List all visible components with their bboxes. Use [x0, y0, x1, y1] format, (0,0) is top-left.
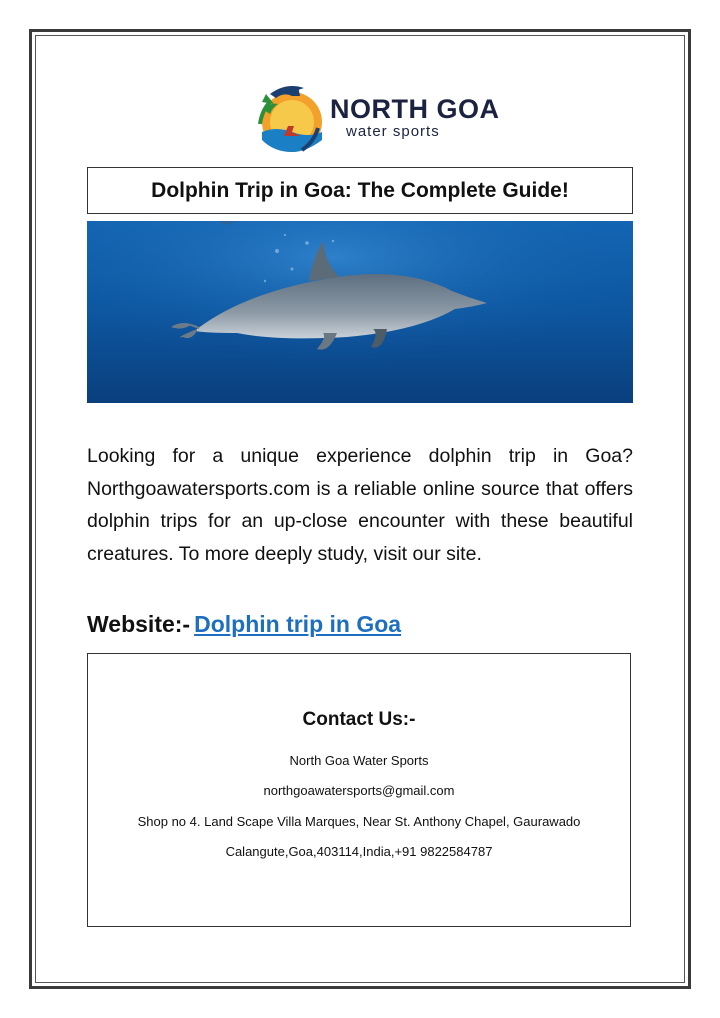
north-goa-logo: [256, 80, 500, 160]
title-box: [87, 167, 633, 214]
contact-title: Contact Us:-: [302, 709, 416, 730]
dolphin-photo: [87, 221, 633, 403]
page-title: Dolphin Trip in Goa: The Complete Guide!: [151, 178, 569, 202]
dolphin-sunset-logo-icon: [256, 80, 328, 160]
contact-address-line2: Calangute,Goa,403114,India,+91 9822584787: [225, 844, 493, 859]
logo-brand-name: NORTH GOA: [330, 94, 500, 124]
contact-address-line1: Shop no 4. Land Scape Villa Marques, Near St. Anthony Chapel, Gaurawado: [137, 814, 581, 829]
contact-company-name: North Goa Water Sports: [289, 753, 429, 768]
contact-box: [87, 653, 631, 927]
website-link[interactable]: Dolphin trip in Goa: [194, 611, 402, 637]
logo-brand-subtitle: water sports: [346, 123, 440, 140]
intro-paragraph: Looking for a unique experience dolphin trip in Goa? Northgoawatersports.com is a reliable online source that offers dolphin trips for an up-close encounter with these beautiful creatures. To more deeply study, visit our site.: [87, 445, 633, 565]
website-label: Website:-: [87, 611, 191, 637]
contact-email[interactable]: northgoawatersports@gmail.com: [263, 783, 455, 798]
website-line: [87, 611, 401, 638]
